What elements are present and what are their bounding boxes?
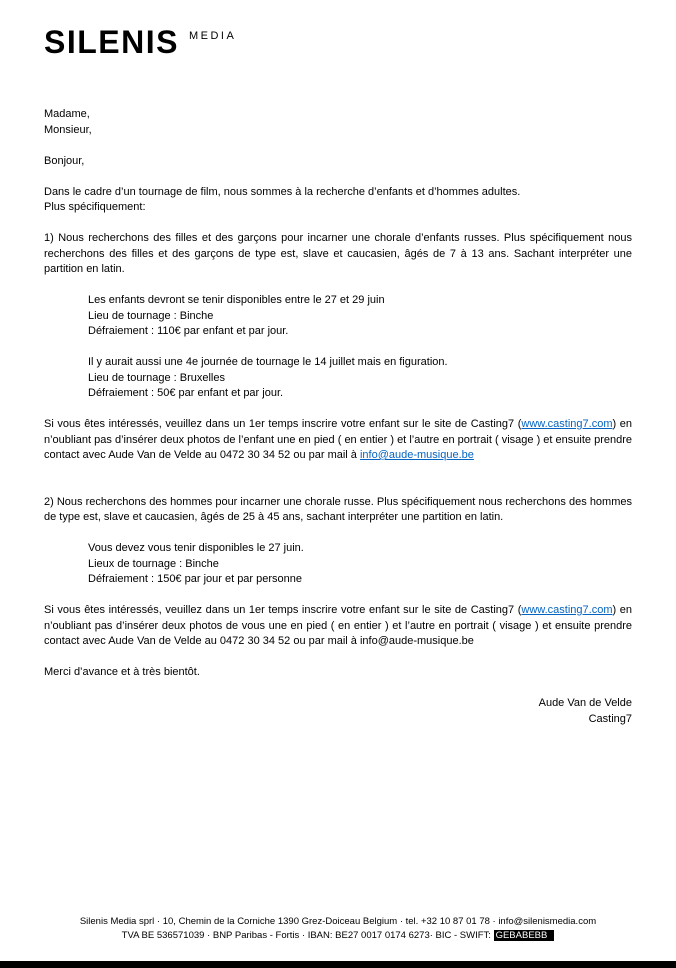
section2-schedule-block	[44, 541, 632, 588]
extra-pay: Défraiement : 50€ par enfant et par jour.	[88, 387, 284, 399]
footer-line-1: Silenis Media sprl · 10, Chemin de la Corniche 1390 Grez-Doiceau Belgium · tel. +32 10 87 01 78 · info@silenismedia.com	[79, 916, 597, 927]
closing-line: Merci d’avance et à très bientôt.	[44, 666, 200, 678]
schedule2-pay: Défraiement : 150€ par jour et par personne	[88, 573, 303, 585]
section1-paragraph: 1) Nous recherchons des filles et des garçons pour incarner une chorale d’enfants russes. Plus spécifiquement nous recherchons des filles et des garçons de type est, slave et caucasien, âgés de 7 à 13 ans. Sachant interpréter une partition en latin.	[44, 232, 632, 275]
schedule-location: Lieu de tournage : Binche	[88, 309, 214, 322]
intro-line-2: Plus spécifiquement:	[44, 201, 146, 213]
salutation-madame: Madame,	[44, 108, 90, 120]
brand-name: SILENIS	[44, 24, 179, 60]
schedule-pay: Défraiement : 110€ par enfant et par jour.	[88, 325, 289, 337]
letter-body	[44, 107, 632, 727]
contact1-text-middle: ) en n’oubliant pas d’insérer deux photos de l’enfant une en pied ( en entier ) et l’autre en portrait ( visage ) et ensuite prendre contact avec Aude Van de Velde au 0472 30 34 52 ou par mail à	[44, 418, 632, 461]
schedule2-availability: Vous devez vous tenir disponibles le 27 juin.	[88, 542, 304, 554]
casting7-link-2[interactable]: www.casting7.com	[521, 604, 613, 616]
section1-schedule-block	[44, 293, 632, 340]
signature-company: Casting7	[588, 712, 632, 725]
schedule-availability: Les enfants devront se tenir disponibles entre le 27 et 29 juin	[88, 294, 385, 306]
section2-paragraph: 2) Nous recherchons des hommes pour incarner une chorale russe. Plus spécifiquement nous recherchons des hommes de type est, slave et caucasien, âgés de 25 à 45 ans, sachant interpréter une partition en latin.	[44, 495, 632, 523]
intro-block	[44, 185, 632, 216]
selected-text: GEBABEBB	[494, 930, 555, 941]
intro-line-1: Dans le cadre d’un tournage de film, nous sommes à la recherche d’enfants et d’hommes adultes.	[44, 185, 521, 198]
extra-day-info: Il y aurait aussi une 4e journée de tournage le 14 juillet mais en figuration.	[88, 356, 448, 368]
contact-paragraph-2	[44, 603, 632, 650]
schedule2-location: Lieux de tournage : Binche	[88, 557, 219, 570]
contact2-text-before: Si vous êtes intéressés, veuillez dans un 1er temps inscrire votre enfant sur le site de Casting7 (	[44, 604, 522, 616]
brand-suffix: MEDIA	[188, 30, 237, 42]
signature-name: Aude Van de Velde	[538, 697, 632, 709]
brand-logo	[44, 26, 236, 58]
salutation-monsieur: Monsieur,	[44, 123, 92, 136]
greeting: Bonjour,	[44, 154, 85, 167]
extra-location: Lieu de tournage : Bruxelles	[88, 371, 225, 384]
signature-block	[44, 696, 632, 727]
casting7-link-1[interactable]: www.casting7.com	[521, 418, 613, 430]
bottom-edge-bar	[0, 961, 676, 968]
footer-line-2	[0, 929, 676, 943]
email-link-1[interactable]: info@aude-musique.be	[359, 449, 474, 461]
page-footer	[0, 915, 676, 943]
contact2-text-after: ) en n’oubliant pas d’insérer deux photos de vous une en pied ( en entier ) et l’autre en portrait ( visage ) et ensuite prendre contact avec Aude Van de Velde au 0472 30 34 52 ou par mail à info@aude-musique.be	[44, 604, 632, 647]
contact1-text-before: Si vous êtes intéressés, veuillez dans un 1er temps inscrire votre enfant sur le site de Casting7 (	[44, 418, 522, 430]
contact-paragraph-1	[44, 417, 632, 464]
footer-line2-text: TVA BE 536571039 · BNP Paribas - Fortis · IBAN: BE27 0017 0174 6273· BIC - SWIFT:	[121, 930, 494, 941]
salutation-block	[44, 107, 632, 138]
section1-extra-block	[44, 355, 632, 402]
